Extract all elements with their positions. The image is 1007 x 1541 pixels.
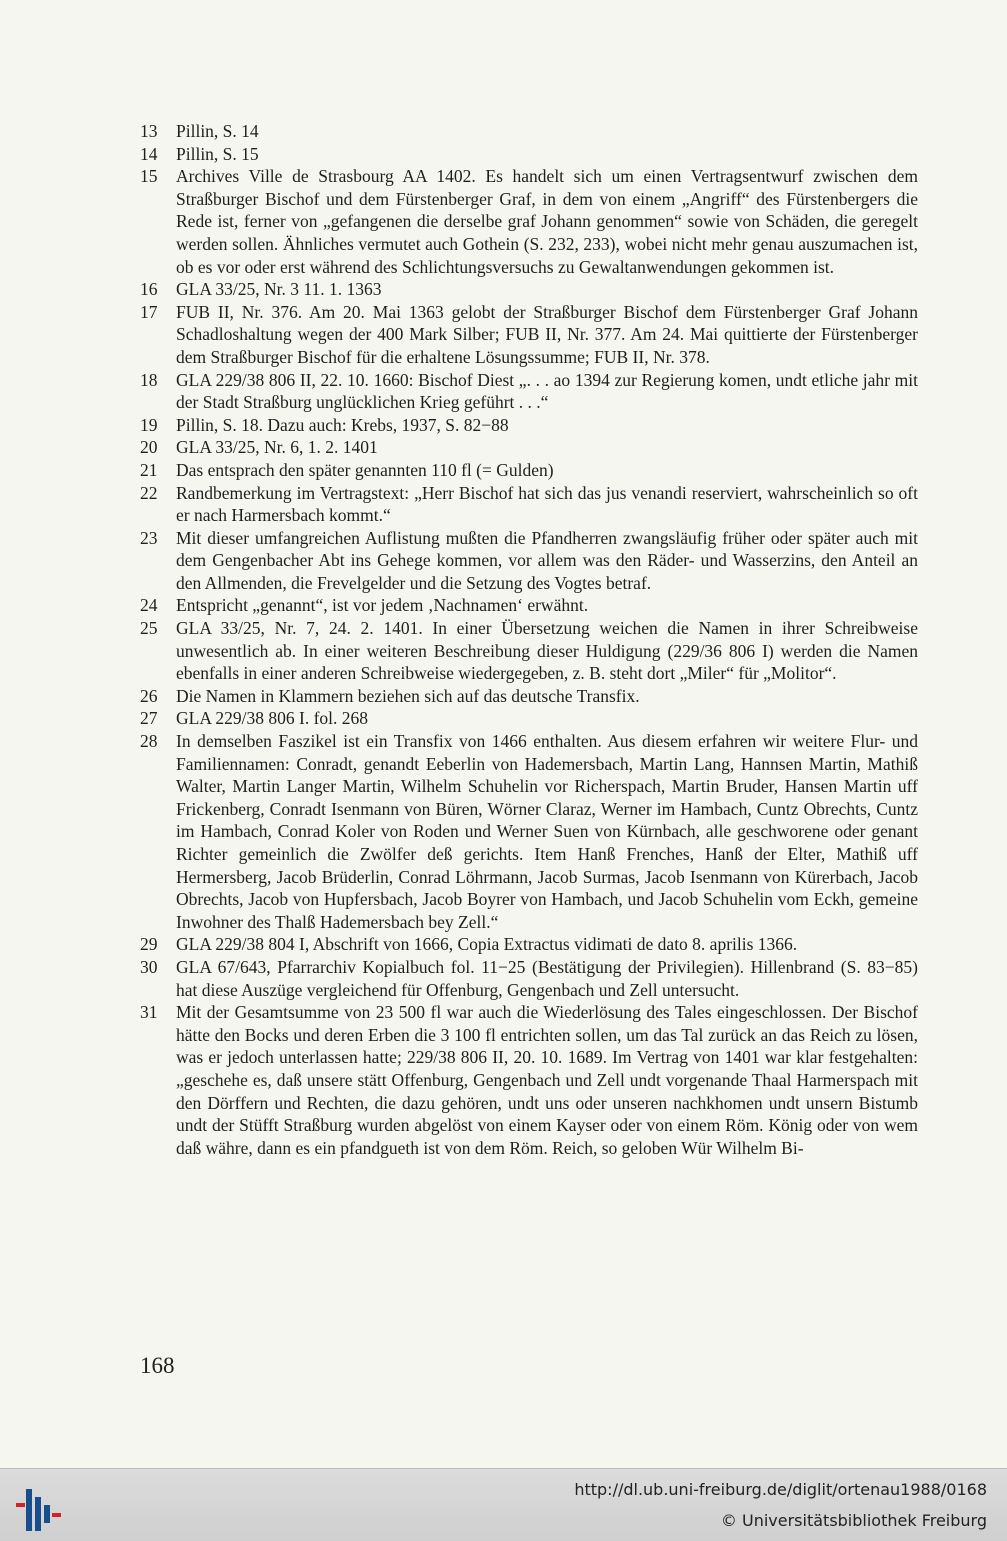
footnote-number: 28 xyxy=(140,731,158,752)
footnote-text: Pillin, S. 15 xyxy=(176,143,259,164)
footnote-text: Pillin, S. 14 xyxy=(176,121,259,141)
page-number: 168 xyxy=(140,1353,175,1378)
footnote-number: 16 xyxy=(140,279,158,300)
footnote-text: Das entsprach den später genannten 110 fl (= Gulden) xyxy=(176,459,554,480)
footnote xyxy=(140,143,918,166)
footnote-number: 29 xyxy=(140,934,158,955)
permalink-url[interactable]: http://dl.ub.uni-freiburg.de/diglit/ortenau1988/0168 xyxy=(574,1480,987,1499)
footnote xyxy=(140,527,918,595)
footnotes-list xyxy=(140,120,918,1159)
footnote xyxy=(140,594,918,617)
footnote-text: Die Namen in Klammern beziehen sich auf das deutsche Transfix. xyxy=(176,685,640,706)
footnote-text: GLA 33/25, Nr. 7, 24. 2. 1401. In einer Übersetzung weichen die Namen in ihrer Schreibweise unwesentlich ab. In einer weiteren Beschreibung dieser Huldigung (229/36 806 I) werden die Namen ebenfalls in einer anderen Schreibweise wiedergegeben, z. B. steht dort „Miler“ für „Molitor“. xyxy=(176,618,918,684)
footnote-text: In demselben Faszikel ist ein Transfix von 1466 enthalten. Aus diesem erfahren wir weitere Flur- und Familiennamen: Conradt, genandt Eeberlin von Hademersbach, Martin Lang, Hannsen Martin, Mathiß Walter, Martin Langer Martin, Wilhelm Schuhelin vor Richerspach, Martin Bruder, Hansen Martin uff Frickenberg, Conradt Isenmann von Büren, Wörner Claraz, Werner im Hambach, Cuntz Obrechts, Cuntz im Hambach, Conrad Koler von Roden und Werner Suen von Kürnbach, alle geschworene oder genant Richter gemeinlich die Zwölfer deß gerichts. Item Hanß Frenches, Hanß der Elter, Mathiß uff Hermersberg, Jacob Brüderlin, Conrad Löhrmann, Jacob Surmas, Jacob Isenmann von Kürerbach, Jacob Obrechts, Jacob von Hupfersbach, Jacob Boyrer von Hambach, und Jacob Schuhelin vom Eckh, gemeine Inwohner des Thalß Hademersbach bey Zell.“ xyxy=(176,731,918,932)
footnote-number: 14 xyxy=(140,143,158,164)
footnote-number: 22 xyxy=(140,482,158,503)
footnote-number: 30 xyxy=(140,956,158,977)
footnote-number: 26 xyxy=(140,685,158,706)
footnote xyxy=(140,933,918,956)
footnote-number: 20 xyxy=(140,437,158,458)
copyright-notice: © Universitätsbibliothek Freiburg xyxy=(720,1511,987,1530)
footnote xyxy=(140,617,918,685)
footer-bar xyxy=(0,1468,1007,1541)
footnote xyxy=(140,369,918,414)
footnote xyxy=(140,165,918,278)
footnote-number: 23 xyxy=(140,527,158,548)
footnote xyxy=(140,1001,918,1159)
footnote xyxy=(140,685,918,708)
footnote-number: 15 xyxy=(140,166,158,187)
footnote xyxy=(140,707,918,730)
footnote-text: Randbemerkung im Vertragstext: „Herr Bischof hat sich das jus venandi reserviert, wahrscheinlich so oft er nach Harmersbach kommt.“ xyxy=(176,482,918,526)
footnote xyxy=(140,120,918,143)
footnote-number: 18 xyxy=(140,369,158,390)
footnote xyxy=(140,956,918,1001)
footnote-text: Mit dieser umfangreichen Auflistung mußten die Pfandherren zwangsläufig früher oder später auch mit dem Gengenbacher Abt ins Gehege kommen, vor allem was den Räder- und Wasserzins, den Anteil an den Allmenden, die Frevelgelder und die Setzung des Vogtes betraf. xyxy=(176,527,918,593)
footnote-number: 19 xyxy=(140,414,158,435)
footnote-text: GLA 33/25, Nr. 3 11. 1. 1363 xyxy=(176,279,382,300)
footnote-number: 31 xyxy=(140,1002,158,1023)
footnote-text: GLA 229/38 804 I, Abschrift von 1666, Copia Extractus vidimati de dato 8. aprilis 1366. xyxy=(176,934,798,955)
footnote-text: Mit der Gesamtsumme von 23 500 fl war auch die Wiederlösung des Tales eingeschlossen. Der Bischof hätte den Bocks und deren Erben die 3 100 fl entrichten sollen, um das Tal zurück an das Reich zu lösen, was er jedoch unterlassen hatte; 229/38 806 II, 20. 10. 1689. Im Vertrag von 1401 war klar festgehalten: „geschehe es, daß unsere stätt Offenburg, Gengenbach und Zell undt vorgenande Thaal Harmerspach mit den Dörffern und Rechten, die dazu gehören, undt uns oder unseren nachkhomen undt unsern Bistumb undt der Stüfft Straßburg wurden abgelöst von einem Kayser oder von einem Röm. König oder von wem daß währe, dann es ein pfandgueth ist von dem Röm. Reich, so geloben Wür Wilhelm Bi- xyxy=(176,1002,918,1158)
footnote-text: GLA 229/38 806 II, 22. 10. 1660: Bischof Diest „. . . ao 1394 zur Regierung komen, undt etliche jahr mit der Stadt Straßburg unglücklichen Krieg geführt . . .“ xyxy=(176,369,918,413)
footnote-text: GLA 67/643, Pfarrarchiv Kopialbuch fol. 11−25 (Bestätigung der Privilegien). Hillenbrand (S. 83−85) hat diese Auszüge vergleichend für Offenburg, Gengenbach und Zell untersucht. xyxy=(176,956,918,1000)
footnote-text: Archives Ville de Strasbourg AA 1402. Es handelt sich um einen Vertragsentwurf zwischen dem Straßburger Bischof und dem Fürstenberger Graf, in dem von einem „Angriff“ des Fürstenbergers die Rede ist, ferner von „gefangenen die derselbe graf Johann genommen“ sowie von Schäden, die geregelt werden sollen. Ähnliches vermutet auch Gothein (S. 232, 233), wobei nicht mehr genau auszumachen ist, ob es vor oder erst während des Schlichtungsversuchs zu Gewaltanwendungen gekommen ist. xyxy=(176,166,918,277)
footnote xyxy=(140,301,918,369)
footnote-text: Pillin, S. 18. Dazu auch: Krebs, 1937, S. 82−88 xyxy=(176,414,509,435)
footnote-number: 17 xyxy=(140,301,158,322)
footnote-text: FUB II, Nr. 376. Am 20. Mai 1363 gelobt der Straßburger Bischof dem Fürstenberger Graf Johann Schadloshaltung wegen der 400 Mark Silber; FUB II, Nr. 377. Am 24. Mai quittierte der Fürstenberger dem Straßburger Bischof für die erhaltene Lösungssumme; FUB II, Nr. 378. xyxy=(176,301,918,367)
ub-freiburg-logo-icon xyxy=(10,1479,66,1535)
footnote-text: Entspricht „genannt“, ist vor jedem ‚Nachnamen‘ erwähnt. xyxy=(176,595,589,616)
footnote xyxy=(140,459,918,482)
footnote xyxy=(140,482,918,527)
footnote xyxy=(140,414,918,437)
footnote xyxy=(140,436,918,459)
footnote-number: 25 xyxy=(140,618,158,639)
footnote-text: GLA 33/25, Nr. 6, 1. 2. 1401 xyxy=(176,437,378,458)
footnote-number: 13 xyxy=(140,121,158,141)
footnote xyxy=(140,730,918,933)
footnote xyxy=(140,278,918,301)
footnote-number: 27 xyxy=(140,708,158,729)
footnote-text: GLA 229/38 806 I. fol. 268 xyxy=(176,708,369,729)
footnote-number: 24 xyxy=(140,595,158,616)
footnote-number: 21 xyxy=(140,459,158,480)
